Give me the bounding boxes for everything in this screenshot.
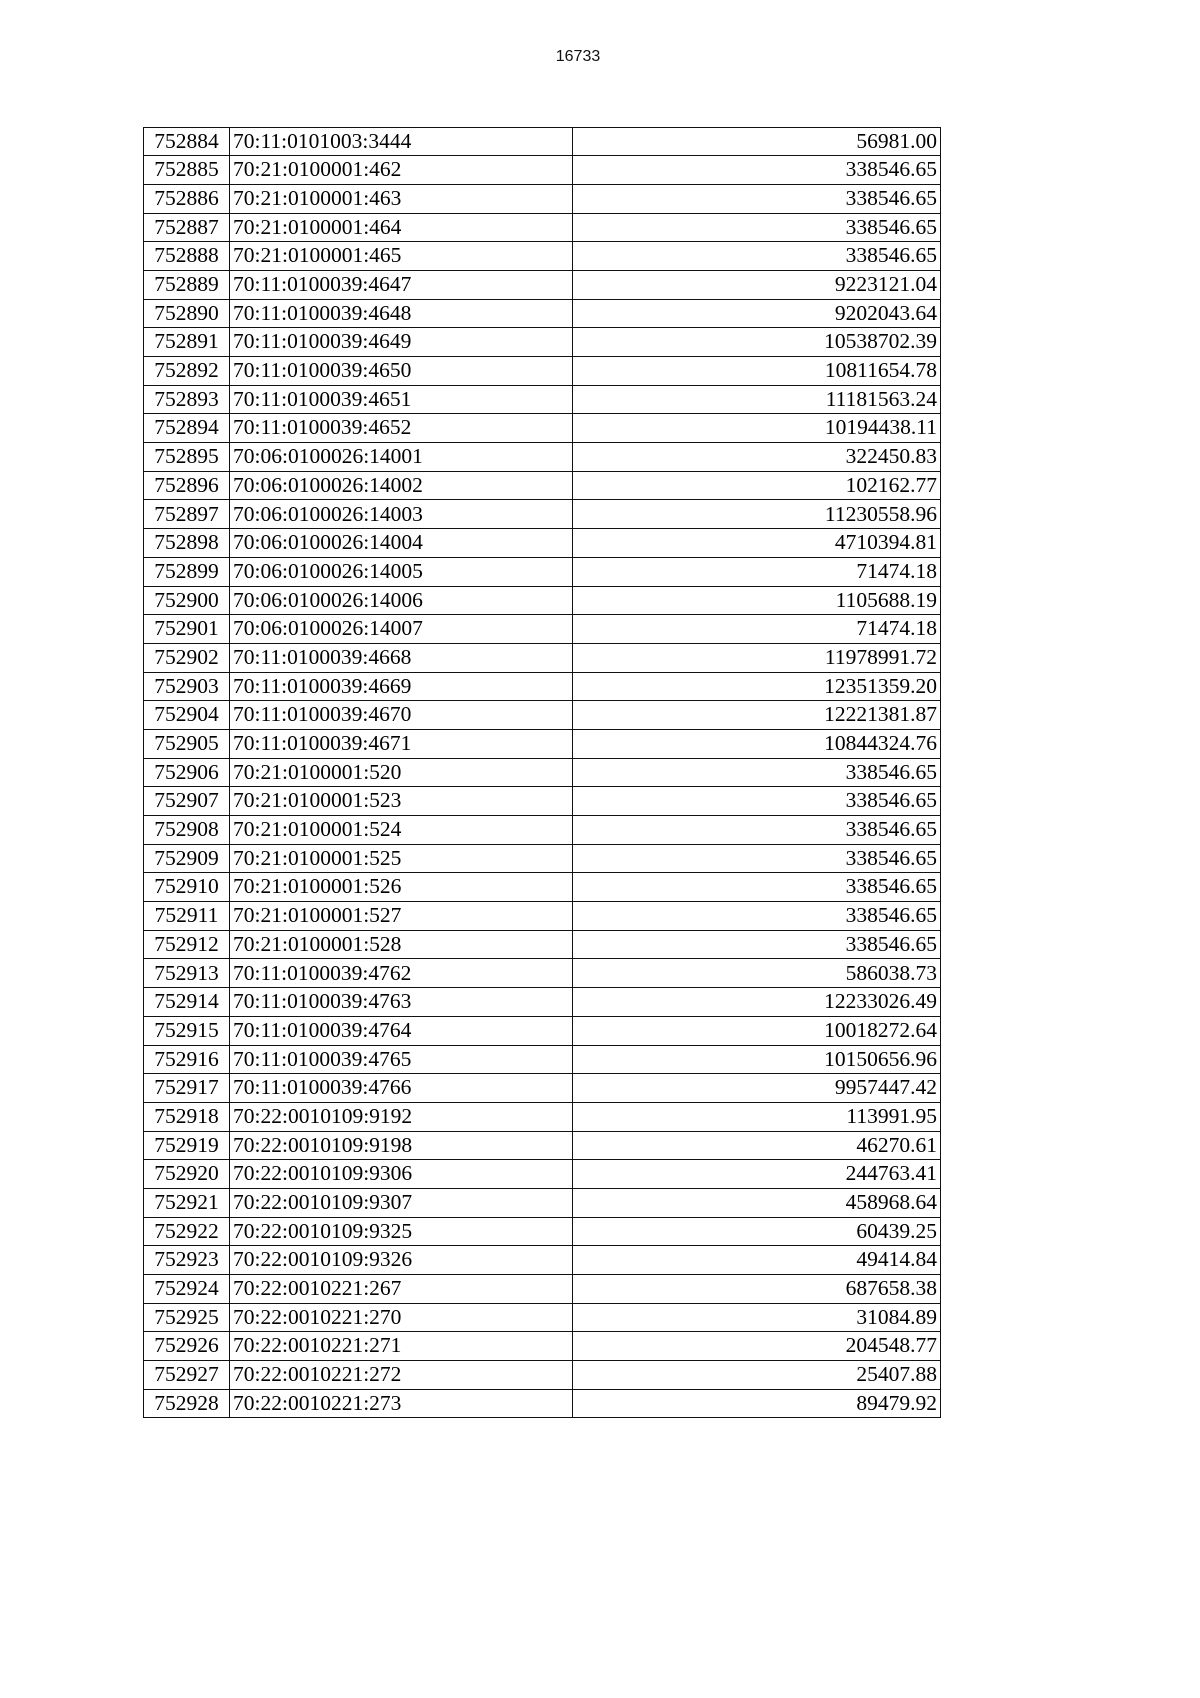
row-number-cell: 752920	[144, 1160, 230, 1189]
cadastral-number-cell: 70:11:0100039:4763	[230, 988, 573, 1017]
value-cell: 10844324.76	[573, 729, 941, 758]
row-number-cell: 752915	[144, 1016, 230, 1045]
row-number-cell: 752926	[144, 1332, 230, 1361]
table-row	[144, 672, 941, 701]
cadastral-number-cell: 70:06:0100026:14007	[230, 615, 573, 644]
value-cell: 10194438.11	[573, 414, 941, 443]
cadastral-number-cell: 70:22:0010221:272	[230, 1361, 573, 1390]
row-number-cell: 752925	[144, 1303, 230, 1332]
value-cell: 11978991.72	[573, 643, 941, 672]
cadastral-number-cell: 70:11:0100039:4651	[230, 385, 573, 414]
cadastral-number-cell: 70:11:0101003:3444	[230, 127, 573, 156]
cadastral-number-cell: 70:06:0100026:14006	[230, 586, 573, 615]
value-cell: 204548.77	[573, 1332, 941, 1361]
row-number-cell: 752901	[144, 615, 230, 644]
cadastral-number-cell: 70:22:0010109:9192	[230, 1102, 573, 1131]
cadastral-number-cell: 70:11:0100039:4765	[230, 1045, 573, 1074]
cadastral-number-cell: 70:22:0010109:9326	[230, 1246, 573, 1275]
cadastral-number-cell: 70:11:0100039:4649	[230, 328, 573, 357]
value-cell: 9223121.04	[573, 270, 941, 299]
value-cell: 10811654.78	[573, 357, 941, 386]
table-row	[144, 557, 941, 586]
value-cell: 46270.61	[573, 1131, 941, 1160]
table-row	[144, 357, 941, 386]
value-cell: 9957447.42	[573, 1074, 941, 1103]
row-number-cell: 752894	[144, 414, 230, 443]
cadastral-number-cell: 70:06:0100026:14001	[230, 443, 573, 472]
row-number-cell: 752917	[144, 1074, 230, 1103]
row-number-cell: 752903	[144, 672, 230, 701]
cadastral-number-cell: 70:11:0100039:4647	[230, 270, 573, 299]
table-row	[144, 988, 941, 1017]
table-row	[144, 959, 941, 988]
value-cell: 458968.64	[573, 1188, 941, 1217]
table-row	[144, 270, 941, 299]
value-cell: 71474.18	[573, 615, 941, 644]
table-row	[144, 1389, 941, 1418]
table-row	[144, 184, 941, 213]
cadastral-number-cell: 70:21:0100001:523	[230, 787, 573, 816]
cadastral-number-cell: 70:22:0010109:9307	[230, 1188, 573, 1217]
page-number: 16733	[555, 48, 601, 65]
cadastral-number-cell: 70:21:0100001:525	[230, 844, 573, 873]
table-row	[144, 1188, 941, 1217]
table-row	[144, 729, 941, 758]
table-row	[144, 529, 941, 558]
value-cell: 56981.00	[573, 127, 941, 156]
cadastral-number-cell: 70:21:0100001:524	[230, 816, 573, 845]
cadastral-number-cell: 70:21:0100001:527	[230, 902, 573, 931]
value-cell: 338546.65	[573, 930, 941, 959]
table-row	[144, 242, 941, 271]
value-cell: 338546.65	[573, 213, 941, 242]
row-number-cell: 752890	[144, 299, 230, 328]
row-number-cell: 752928	[144, 1389, 230, 1418]
row-number-cell: 752892	[144, 357, 230, 386]
data-table	[143, 127, 941, 1419]
cadastral-number-cell: 70:21:0100001:465	[230, 242, 573, 271]
cadastral-number-cell: 70:21:0100001:464	[230, 213, 573, 242]
value-cell: 338546.65	[573, 816, 941, 845]
table-row	[144, 758, 941, 787]
table-row	[144, 1045, 941, 1074]
row-number-cell: 752924	[144, 1275, 230, 1304]
row-number-cell: 752884	[144, 127, 230, 156]
table-row	[144, 1102, 941, 1131]
row-number-cell: 752905	[144, 729, 230, 758]
value-cell: 12221381.87	[573, 701, 941, 730]
cadastral-number-cell: 70:21:0100001:520	[230, 758, 573, 787]
cadastral-number-cell: 70:22:0010109:9198	[230, 1131, 573, 1160]
cadastral-number-cell: 70:22:0010221:270	[230, 1303, 573, 1332]
value-cell: 49414.84	[573, 1246, 941, 1275]
cadastral-number-cell: 70:21:0100001:463	[230, 184, 573, 213]
row-number-cell: 752900	[144, 586, 230, 615]
value-cell: 338546.65	[573, 787, 941, 816]
table-row	[144, 471, 941, 500]
table-row	[144, 443, 941, 472]
value-cell: 10018272.64	[573, 1016, 941, 1045]
table-row	[144, 1332, 941, 1361]
cadastral-number-cell: 70:11:0100039:4766	[230, 1074, 573, 1103]
value-cell: 338546.65	[573, 184, 941, 213]
table-row	[144, 414, 941, 443]
value-cell: 338546.65	[573, 844, 941, 873]
row-number-cell: 752898	[144, 529, 230, 558]
value-cell: 60439.25	[573, 1217, 941, 1246]
value-cell: 9202043.64	[573, 299, 941, 328]
cadastral-number-cell: 70:11:0100039:4670	[230, 701, 573, 730]
cadastral-number-cell: 70:22:0010109:9325	[230, 1217, 573, 1246]
value-cell: 338546.65	[573, 758, 941, 787]
table-row	[144, 1275, 941, 1304]
cadastral-number-cell: 70:22:0010109:9306	[230, 1160, 573, 1189]
row-number-cell: 752911	[144, 902, 230, 931]
value-cell: 687658.38	[573, 1275, 941, 1304]
table-row	[144, 156, 941, 185]
value-cell: 4710394.81	[573, 529, 941, 558]
cadastral-number-cell: 70:11:0100039:4762	[230, 959, 573, 988]
table-row	[144, 787, 941, 816]
value-cell: 338546.65	[573, 156, 941, 185]
row-number-cell: 752891	[144, 328, 230, 357]
row-number-cell: 752902	[144, 643, 230, 672]
table-row	[144, 1131, 941, 1160]
cadastral-number-cell: 70:11:0100039:4648	[230, 299, 573, 328]
row-number-cell: 752896	[144, 471, 230, 500]
row-number-cell: 752897	[144, 500, 230, 529]
row-number-cell: 752893	[144, 385, 230, 414]
cadastral-number-cell: 70:22:0010221:271	[230, 1332, 573, 1361]
row-number-cell: 752907	[144, 787, 230, 816]
row-number-cell: 752912	[144, 930, 230, 959]
row-number-cell: 752919	[144, 1131, 230, 1160]
row-number-cell: 752887	[144, 213, 230, 242]
row-number-cell: 752927	[144, 1361, 230, 1390]
row-number-cell: 752914	[144, 988, 230, 1017]
table-row	[144, 873, 941, 902]
value-cell: 338546.65	[573, 902, 941, 931]
table-row	[144, 385, 941, 414]
cadastral-number-cell: 70:06:0100026:14005	[230, 557, 573, 586]
row-number-cell: 752886	[144, 184, 230, 213]
table-row	[144, 930, 941, 959]
table-row	[144, 299, 941, 328]
value-cell: 338546.65	[573, 873, 941, 902]
cadastral-number-cell: 70:06:0100026:14002	[230, 471, 573, 500]
cadastral-number-cell: 70:06:0100026:14003	[230, 500, 573, 529]
row-number-cell: 752922	[144, 1217, 230, 1246]
value-cell: 322450.83	[573, 443, 941, 472]
row-number-cell: 752923	[144, 1246, 230, 1275]
table-row	[144, 1246, 941, 1275]
value-cell: 586038.73	[573, 959, 941, 988]
row-number-cell: 752904	[144, 701, 230, 730]
value-cell: 10150656.96	[573, 1045, 941, 1074]
table-row	[144, 1016, 941, 1045]
value-cell: 10538702.39	[573, 328, 941, 357]
table-row	[144, 844, 941, 873]
row-number-cell: 752888	[144, 242, 230, 271]
cadastral-number-cell: 70:11:0100039:4668	[230, 643, 573, 672]
table-row	[144, 500, 941, 529]
value-cell: 113991.95	[573, 1102, 941, 1131]
row-number-cell: 752908	[144, 816, 230, 845]
value-cell: 1105688.19	[573, 586, 941, 615]
row-number-cell: 752909	[144, 844, 230, 873]
table-row	[144, 643, 941, 672]
table-row	[144, 1217, 941, 1246]
table-row	[144, 902, 941, 931]
row-number-cell: 752913	[144, 959, 230, 988]
row-number-cell: 752910	[144, 873, 230, 902]
value-cell: 31084.89	[573, 1303, 941, 1332]
row-number-cell: 752916	[144, 1045, 230, 1074]
table-row	[144, 328, 941, 357]
cadastral-number-cell: 70:22:0010221:273	[230, 1389, 573, 1418]
value-cell: 11230558.96	[573, 500, 941, 529]
value-cell: 12233026.49	[573, 988, 941, 1017]
value-cell: 12351359.20	[573, 672, 941, 701]
cadastral-number-cell: 70:11:0100039:4671	[230, 729, 573, 758]
row-number-cell: 752906	[144, 758, 230, 787]
table-body	[144, 127, 941, 1418]
cadastral-number-cell: 70:06:0100026:14004	[230, 529, 573, 558]
cadastral-number-cell: 70:11:0100039:4650	[230, 357, 573, 386]
cadastral-number-cell: 70:11:0100039:4669	[230, 672, 573, 701]
row-number-cell: 752895	[144, 443, 230, 472]
cadastral-number-cell: 70:21:0100001:462	[230, 156, 573, 185]
table-row	[144, 816, 941, 845]
table-row	[144, 1160, 941, 1189]
table-row	[144, 615, 941, 644]
table-row	[144, 701, 941, 730]
cadastral-number-cell: 70:21:0100001:528	[230, 930, 573, 959]
value-cell: 11181563.24	[573, 385, 941, 414]
value-cell: 338546.65	[573, 242, 941, 271]
table-row	[144, 1074, 941, 1103]
value-cell: 71474.18	[573, 557, 941, 586]
row-number-cell: 752899	[144, 557, 230, 586]
table-row	[144, 586, 941, 615]
table-row	[144, 1361, 941, 1390]
table-row	[144, 127, 941, 156]
row-number-cell: 752889	[144, 270, 230, 299]
cadastral-number-cell: 70:11:0100039:4764	[230, 1016, 573, 1045]
cadastral-number-cell: 70:21:0100001:526	[230, 873, 573, 902]
cadastral-number-cell: 70:11:0100039:4652	[230, 414, 573, 443]
table-row	[144, 1303, 941, 1332]
table-row	[144, 213, 941, 242]
value-cell: 102162.77	[573, 471, 941, 500]
value-cell: 244763.41	[573, 1160, 941, 1189]
row-number-cell: 752885	[144, 156, 230, 185]
row-number-cell: 752918	[144, 1102, 230, 1131]
row-number-cell: 752921	[144, 1188, 230, 1217]
cadastral-number-cell: 70:22:0010221:267	[230, 1275, 573, 1304]
value-cell: 89479.92	[573, 1389, 941, 1418]
value-cell: 25407.88	[573, 1361, 941, 1390]
